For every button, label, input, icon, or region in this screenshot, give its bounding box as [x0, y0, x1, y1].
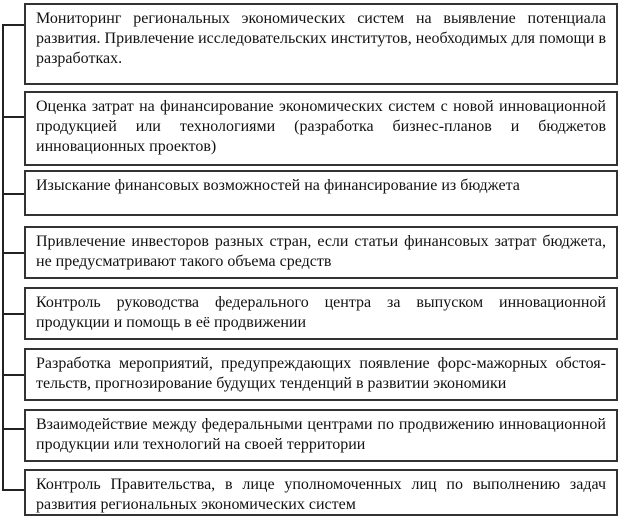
- step-box-investors: Привлечение инвесторов разных стран, если статьи финансовых затрат бюджета, не предусматривают такого объема средств: [24, 226, 618, 279]
- connector-line: [2, 313, 25, 315]
- step-box-monitoring: Мониторинг региональных экономических систем на выявление потенциала развития. Привлечение исследовательских институтов, необходимых для помощи в разработках.: [24, 3, 618, 85]
- connector-spine: [2, 24, 4, 491]
- connector-line: [2, 193, 25, 195]
- connector-line: [2, 428, 25, 430]
- connector-line: [2, 252, 25, 254]
- step-box-cost-assessment: Оценка затрат на финансирование экономических систем с новой инновационной продукцией или технологиями (разработка бизнес-планов и бюджетов инновационных проектов): [24, 91, 618, 166]
- connector-line: [2, 489, 25, 491]
- step-box-government-control: Контроль Правительства, в лице уполномоченных лиц по выполнению задач развития региональных экономических систем: [24, 469, 618, 516]
- step-box-force-majeure: Разработка мероприятий, предупреждающих появление форс-мажорных обстоятельств, прогнозирование будущих тенденций в развитии экономики: [24, 348, 618, 401]
- step-box-federal-control: Контроль руководства федерального центра за выпуском инновационной продукции и помощь в её продвижении: [24, 287, 618, 340]
- connector-line: [2, 116, 25, 118]
- connector-line: [2, 374, 25, 376]
- step-box-budget-funding: Изыскание финансовых возможностей на финансирование из бюджета: [24, 170, 618, 216]
- step-box-interaction: Взаимодействие между федеральными центрами по продвижению инновационной продукции или технологий на своей территории: [24, 409, 618, 462]
- connector-line: [2, 24, 25, 26]
